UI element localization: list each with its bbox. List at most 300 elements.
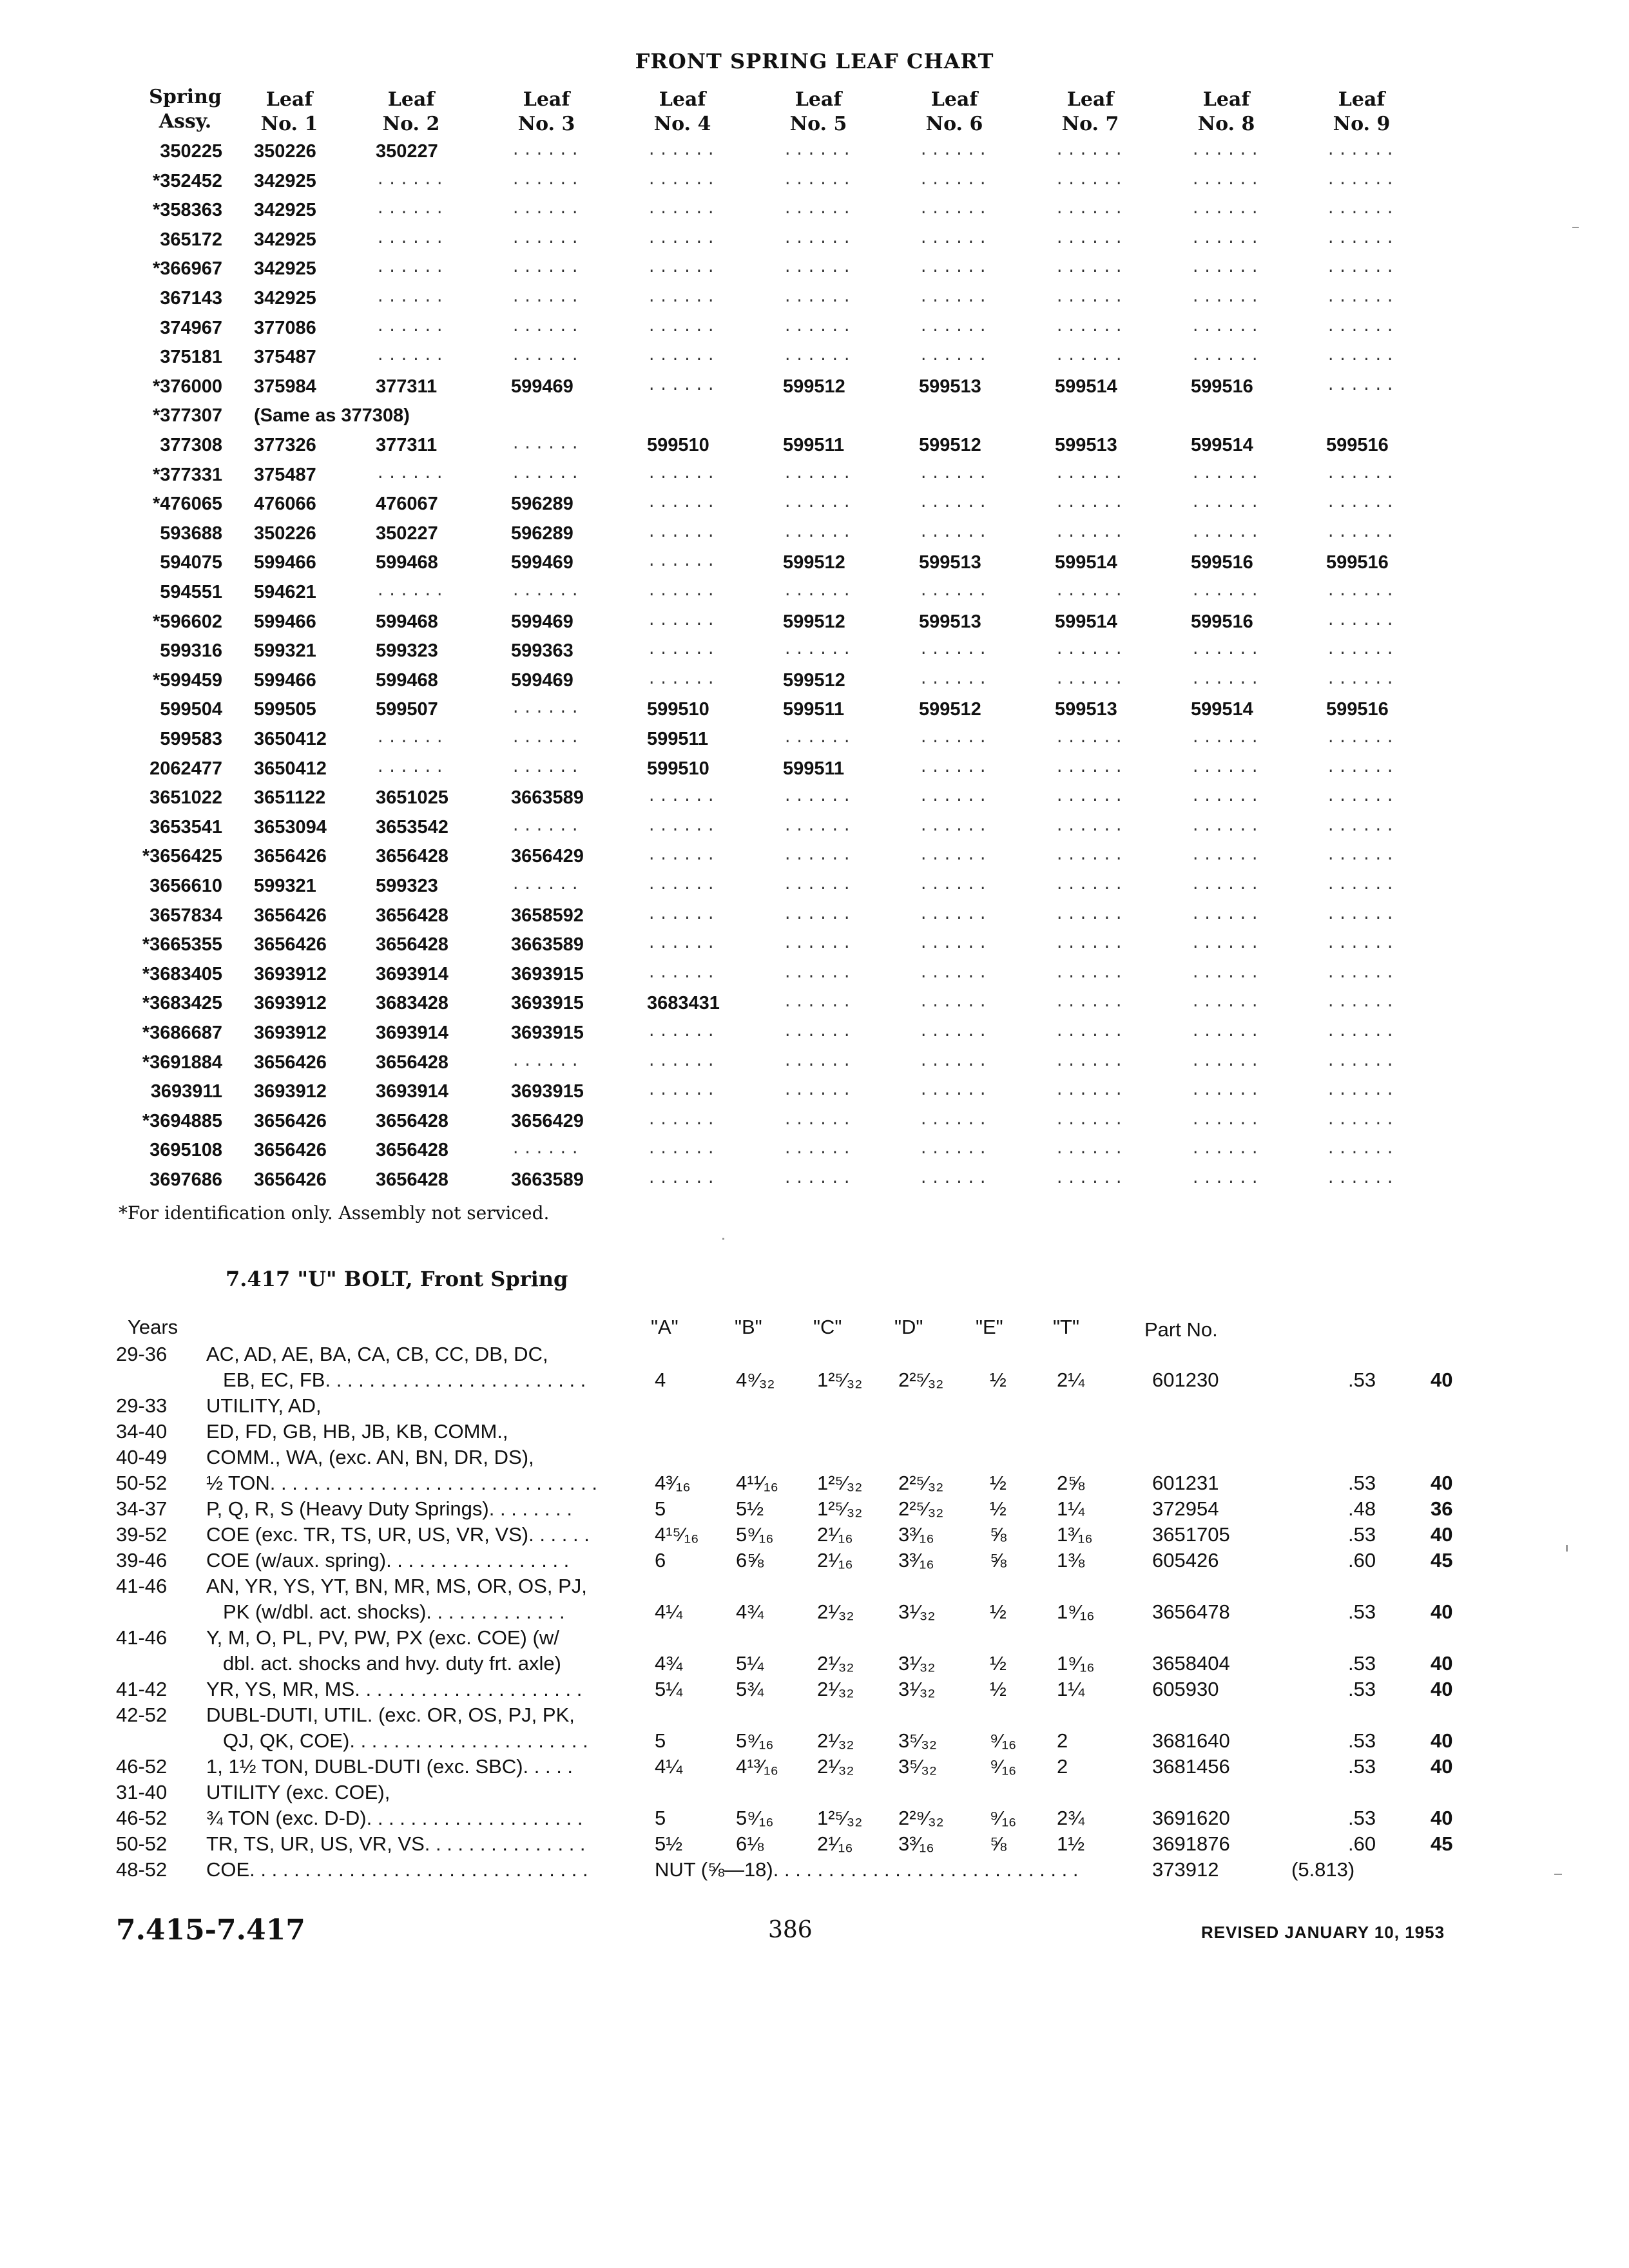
leader-dots: ......: [783, 583, 854, 601]
ubolt-header-e: "E": [976, 1316, 1003, 1338]
ubolt-d: 2²⁹⁄₃₂: [898, 1807, 944, 1829]
leader-dots: ......: [783, 642, 854, 660]
leaf-part-number: 3656426: [254, 905, 327, 926]
table-row: [0, 754, 1629, 783]
spring-assy-number: 599583: [160, 729, 222, 749]
leaf-part-number: 599516: [1191, 611, 1253, 632]
revision-date: REVISED JANUARY 10, 1953: [1201, 1923, 1445, 1942]
leader-dots: ......: [376, 289, 447, 307]
leader-dots: ......: [783, 289, 854, 307]
leader-dots: ......: [919, 1141, 990, 1159]
ubolt-a: 6: [655, 1549, 666, 1571]
leader-dots: ......: [919, 142, 990, 160]
table-row: [0, 636, 1629, 666]
leader-dots: ......: [647, 789, 718, 807]
header-line: Leaf: [1066, 88, 1114, 111]
leader-dots: ......: [511, 818, 583, 836]
ubolt-section-title: 7.417 "U" BOLT, Front Spring: [226, 1267, 568, 1291]
leader-dots: ......: [511, 260, 583, 278]
header-line: Spring: [149, 86, 222, 108]
leaf-part-number: 599466: [254, 552, 316, 573]
ubolt-years: 40-49: [116, 1446, 168, 1468]
ubolt-desc: COMM., WA, (exc. AN, BN, DR, DS),: [206, 1446, 534, 1468]
spring-assy-number: 599316: [160, 640, 222, 662]
leaf-part-number: 377326: [254, 435, 316, 456]
table-row: [0, 519, 1629, 548]
leader-dots: ......: [919, 260, 990, 278]
table-row: [0, 841, 1629, 871]
leader-dots: ......: [1191, 1171, 1262, 1188]
leader-dots: ......: [1326, 936, 1398, 954]
ubolt-years: 41-42: [116, 1678, 168, 1700]
leader-dots: ......: [783, 142, 854, 160]
spring-assy-number: *3656425: [142, 846, 222, 867]
ubolt-t: 2: [1057, 1729, 1068, 1752]
leader-dots: ......: [919, 495, 990, 513]
ubolt-c: 2¹⁄₃₂: [817, 1729, 854, 1752]
table-row: [0, 372, 1629, 401]
ubolt-d: 2²⁵⁄₃₂: [898, 1472, 944, 1494]
leader-dots: ......: [1191, 730, 1262, 747]
ubolt-a: 5: [655, 1807, 666, 1829]
ubolt-qty: 40: [1431, 1472, 1453, 1494]
leader-dots: ......: [1326, 818, 1398, 836]
table-row: [0, 430, 1629, 460]
leaf-part-number: 3693914: [376, 1023, 448, 1043]
leader-dots: ......: [1191, 1141, 1262, 1159]
leader-dots: ......: [1326, 348, 1398, 366]
spring-assy-number: *3683425: [142, 993, 222, 1014]
leader-dots: ......: [376, 348, 447, 366]
column-header-4: [641, 88, 724, 137]
ubolt-d: 2²⁵⁄₃₂: [898, 1369, 944, 1391]
leader-dots: ......: [511, 348, 583, 366]
ubolt-wt: .53: [1348, 1652, 1376, 1675]
leaf-part-number: 599514: [1055, 376, 1117, 397]
table-row: [0, 1048, 1629, 1077]
ubolt-a: 4³⁄₁₆: [655, 1472, 691, 1494]
table-row: [0, 871, 1629, 901]
leaf-part-number: 3693915: [511, 993, 584, 1014]
leader-dots: ......: [511, 583, 583, 601]
leader-dots: ......: [1326, 142, 1398, 160]
spring-assy-number: *3665355: [142, 934, 222, 956]
leaf-part-number: 599512: [783, 611, 845, 632]
scan-speck: [1554, 1874, 1562, 1875]
leader-dots: ......: [1191, 1111, 1262, 1129]
ubolt-years: 50-52: [116, 1832, 168, 1855]
table-row: [0, 812, 1629, 842]
ubolt-a: 4¼: [655, 1755, 683, 1778]
leaf-part-number: 599516: [1326, 552, 1389, 573]
ubolt-e: ½: [990, 1472, 1007, 1494]
leader-dots: ......: [1055, 1171, 1126, 1188]
leader-dots: ......: [647, 289, 718, 307]
spring-assy-number: 375181: [160, 347, 222, 368]
ubolt-c: 2¹⁄₃₂: [817, 1755, 854, 1778]
leader-dots: ......: [1055, 583, 1126, 601]
table-row: [0, 284, 1629, 313]
leaf-part-number: 599468: [376, 669, 438, 691]
spring-assy-number: *3691884: [142, 1052, 222, 1073]
leaf-part-number: 599511: [783, 435, 845, 456]
page-number: 386: [768, 1917, 813, 1943]
ubolt-qty: 45: [1431, 1549, 1453, 1571]
ubolt-d: 3⁵⁄₃₂: [898, 1755, 937, 1778]
spring-assy-number: *476065: [152, 494, 222, 515]
leader-dots: ......: [1326, 642, 1398, 660]
leaf-part-number: 3650412: [254, 758, 327, 779]
leaf-part-number: 599466: [254, 611, 316, 632]
leader-dots: ......: [1055, 465, 1126, 483]
column-header-9: [1320, 88, 1403, 137]
leaf-part-number: 3656428: [376, 1169, 448, 1190]
leaf-part-number: 599512: [783, 552, 845, 573]
leader-dots: ......: [1055, 495, 1126, 513]
leaf-part-number: 3693914: [376, 1081, 448, 1102]
ubolt-d: 3³⁄₁₆: [898, 1549, 934, 1571]
ubolt-desc: AN, YR, YS, YT, BN, MR, MS, OR, OS, PJ,: [206, 1575, 587, 1597]
ubolt-b: 5½: [736, 1497, 764, 1520]
ubolt-header-years: Years: [128, 1316, 178, 1338]
ubolt-desc: UTILITY (exc. COE),: [206, 1781, 390, 1803]
leader-dots: ......: [376, 465, 447, 483]
table-row: [0, 724, 1629, 754]
ubolt-years: 39-52: [116, 1523, 168, 1546]
ubolt-wt: .60: [1348, 1832, 1376, 1855]
ubolt-qty: 40: [1431, 1523, 1453, 1546]
leader-dots: ......: [919, 524, 990, 542]
ubolt-t: 1¼: [1057, 1678, 1085, 1700]
leader-dots: ......: [647, 201, 718, 219]
leader-dots: ......: [647, 318, 718, 336]
leader-dots: ......: [376, 318, 447, 336]
leader-dots: ......: [1326, 877, 1398, 894]
leader-dots: ......: [1055, 730, 1126, 747]
ubolt-a: 5½: [655, 1832, 683, 1855]
leader-dots: ......: [1055, 642, 1126, 660]
leader-dots: ......: [1191, 642, 1262, 660]
leader-dots: ......: [783, 906, 854, 924]
leaf-part-number: 599513: [919, 376, 981, 397]
leader-dots: ......: [376, 171, 447, 189]
ubolt-e: ⁹⁄₁₆: [990, 1807, 1017, 1829]
table-row: [0, 1106, 1629, 1136]
ubolt-a: 4¼: [655, 1600, 683, 1623]
leader-dots: ......: [647, 847, 718, 865]
ubolt-b: 6⅝: [736, 1549, 764, 1571]
header-line: No. 2: [382, 113, 440, 135]
leaf-part-number: 599469: [511, 611, 574, 632]
leader-dots: ......: [1191, 465, 1262, 483]
leader-dots: ......: [511, 700, 583, 718]
ubolt-a: 5: [655, 1729, 666, 1752]
ubolt-desc: dbl. act. shocks and hvy. duty frt. axle): [223, 1652, 561, 1675]
ubolt-desc: DUBL-DUTI, UTIL. (exc. OR, OS, PJ, PK,: [206, 1704, 575, 1726]
ubolt-t: 1⁹⁄₁₆: [1057, 1652, 1095, 1675]
header-line: No. 1: [260, 113, 318, 135]
leaf-part-number: 3656428: [376, 1052, 448, 1073]
leader-dots: ......: [783, 994, 854, 1012]
leader-dots: ......: [1326, 465, 1398, 483]
ubolt-header-a: "A": [651, 1316, 679, 1338]
leader-dots: ......: [376, 201, 447, 219]
leader-dots: ......: [919, 1082, 990, 1100]
ubolt-c: 2¹⁄₁₆: [817, 1523, 853, 1546]
leader-dots: ......: [783, 230, 854, 248]
leader-dots: ......: [511, 142, 583, 160]
ubolt-b: 5⁹⁄₁₆: [736, 1729, 774, 1752]
leader-dots: ......: [1191, 348, 1262, 366]
spring-assy-number: 377308: [160, 435, 222, 456]
leader-dots: ......: [376, 730, 447, 747]
leader-dots: ......: [511, 230, 583, 248]
ubolt-t: 1³⁄₁₆: [1057, 1523, 1093, 1546]
column-header-0: [135, 85, 235, 134]
leader-dots: ......: [647, 612, 718, 630]
leader-dots: ......: [1055, 936, 1126, 954]
ubolt-b: 6⅛: [736, 1832, 764, 1855]
leaf-part-number: 476066: [254, 494, 316, 515]
leader-dots: ......: [783, 260, 854, 278]
spring-assy-number: *377307: [152, 405, 222, 427]
ubolt-part: 3656478: [1152, 1600, 1230, 1623]
leader-dots: ......: [1191, 906, 1262, 924]
leader-dots: ......: [919, 1171, 990, 1188]
leaf-part-number: 599511: [783, 699, 845, 720]
header-line: Leaf: [1338, 88, 1385, 111]
leader-dots: ......: [1055, 877, 1126, 894]
leader-dots: ......: [511, 877, 583, 894]
leader-dots: ......: [511, 289, 583, 307]
ubolt-wt: .53: [1348, 1523, 1376, 1546]
leaf-part-number: 3693912: [254, 1081, 327, 1102]
ubolt-t: 1⅜: [1057, 1549, 1085, 1571]
leaf-part-number: 599321: [254, 640, 316, 662]
leaf-part-number: 599511: [647, 729, 709, 749]
ubolt-years: 29-33: [116, 1394, 168, 1417]
leaf-part-number: 3656429: [511, 846, 584, 867]
leader-dots: ......: [783, 877, 854, 894]
ubolt-desc: COE (exc. TR, TS, UR, US, VR, VS). . . . . .: [206, 1523, 590, 1546]
leader-dots: ......: [511, 759, 583, 777]
leader-dots: ......: [783, 318, 854, 336]
column-header-7: [1048, 88, 1132, 137]
leaf-part-number: 3693914: [376, 963, 448, 985]
section-number: 7.415-7.417: [116, 1914, 305, 1946]
ubolt-desc: ½ TON. . . . . . . . . . . . . . . . . . . . . . . . . . . . . .: [206, 1472, 597, 1494]
leader-dots: ......: [1326, 1024, 1398, 1041]
leader-dots: ......: [1191, 671, 1262, 689]
leaf-part-number: 3693915: [511, 1081, 584, 1102]
leader-dots: ......: [1055, 994, 1126, 1012]
leader-dots: ......: [1326, 260, 1398, 278]
ubolt-t: 1½: [1057, 1832, 1085, 1855]
ubolt-years: 41-46: [116, 1626, 168, 1649]
ubolt-wt: (5.813): [1291, 1858, 1355, 1881]
spring-assy-number: 3657834: [149, 905, 222, 926]
leader-dots: ......: [511, 1053, 583, 1071]
leader-dots: ......: [1191, 142, 1262, 160]
leaf-part-number: 599469: [511, 552, 574, 573]
spring-assy-number: 3653541: [149, 816, 222, 838]
leaf-part-number: 350227: [376, 523, 438, 544]
leader-dots: ......: [1055, 289, 1126, 307]
leaf-part-number: 3656428: [376, 1140, 448, 1161]
ubolt-qty: 40: [1431, 1755, 1453, 1778]
table-row: [0, 930, 1629, 959]
leader-dots: ......: [919, 348, 990, 366]
leader-dots: ......: [1191, 1053, 1262, 1071]
leader-dots: ......: [1326, 847, 1398, 865]
ubolt-c: 2¹⁄₁₆: [817, 1549, 853, 1571]
header-line: Leaf: [1202, 88, 1250, 111]
ubolt-b: 4¾: [736, 1600, 764, 1623]
ubolt-d: 2²⁵⁄₃₂: [898, 1497, 944, 1520]
leader-dots: ......: [1191, 230, 1262, 248]
ubolt-desc: YR, YS, MR, MS. . . . . . . . . . . . . . . . . . . . .: [206, 1678, 583, 1700]
ubolt-e: ⅝: [990, 1549, 1007, 1571]
leaf-part-number: 596289: [511, 523, 574, 544]
leader-dots: ......: [919, 465, 990, 483]
leader-dots: ......: [1191, 789, 1262, 807]
leaf-part-number: 599323: [376, 640, 438, 662]
ubolt-a: 5: [655, 1497, 666, 1520]
ubolt-part: 3681640: [1152, 1729, 1230, 1752]
leader-dots: ......: [647, 495, 718, 513]
leaf-part-number: 375487: [254, 347, 316, 368]
leaf-part-number: 599323: [376, 876, 438, 896]
table-row: [0, 1135, 1629, 1165]
column-header-2: [369, 88, 453, 137]
leader-dots: ......: [647, 936, 718, 954]
table-row: [0, 988, 1629, 1018]
ubolt-b: 4¹¹⁄₁₆: [736, 1472, 779, 1494]
leader-dots: ......: [1055, 759, 1126, 777]
table-row: [0, 666, 1629, 695]
leader-dots: ......: [919, 1024, 990, 1041]
leaf-part-number: 3683428: [376, 993, 448, 1014]
ubolt-e: ½: [990, 1497, 1007, 1520]
leader-dots: ......: [1055, 318, 1126, 336]
leader-dots: ......: [919, 318, 990, 336]
leader-dots: ......: [919, 965, 990, 983]
spring-assy-number: *3686687: [142, 1023, 222, 1043]
leader-dots: ......: [919, 201, 990, 219]
ubolt-t: 1¼: [1057, 1497, 1085, 1520]
leader-dots: ......: [1191, 818, 1262, 836]
ubolt-desc: COE (w/aux. spring). . . . . . . . . . . . . . . . .: [206, 1549, 570, 1571]
leader-dots: ......: [919, 230, 990, 248]
leader-dots: ......: [783, 818, 854, 836]
leaf-part-number: 476067: [376, 494, 438, 515]
leader-dots: ......: [919, 759, 990, 777]
ubolt-e: ½: [990, 1369, 1007, 1391]
leader-dots: ......: [783, 465, 854, 483]
leader-dots: ......: [919, 583, 990, 601]
ubolt-e: ½: [990, 1678, 1007, 1700]
table-row: [0, 166, 1629, 196]
ubolt-years: 34-40: [116, 1420, 168, 1443]
ubolt-b: 5¼: [736, 1652, 764, 1675]
leader-dots: ......: [919, 994, 990, 1012]
leaf-part-number: 594621: [254, 582, 316, 602]
ubolt-b: 4⁹⁄₃₂: [736, 1369, 775, 1391]
ubolt-years: 48-52: [116, 1858, 168, 1881]
leader-dots: ......: [1326, 1141, 1398, 1159]
ubolt-years: 31-40: [116, 1781, 168, 1803]
leaf-part-number: 3683431: [647, 993, 720, 1014]
leader-dots: ......: [783, 1171, 854, 1188]
ubolt-t: 2¼: [1057, 1369, 1085, 1391]
ubolt-b: 5¾: [736, 1678, 764, 1700]
leaf-part-number: 375984: [254, 376, 316, 397]
ubolt-wt: .53: [1348, 1600, 1376, 1623]
leader-dots: ......: [1055, 348, 1126, 366]
leaf-part-number: 3656428: [376, 1110, 448, 1131]
leader-dots: ......: [1326, 583, 1398, 601]
table-row: [0, 313, 1629, 343]
ubolt-e: ⅝: [990, 1832, 1007, 1855]
leader-dots: ......: [1055, 1082, 1126, 1100]
ubolt-part: 3681456: [1152, 1755, 1230, 1778]
leader-dots: ......: [1055, 1111, 1126, 1129]
ubolt-a: 4: [655, 1369, 666, 1391]
leader-dots: ......: [647, 1171, 718, 1188]
leader-dots: ......: [1326, 789, 1398, 807]
leaf-part-number: 3656426: [254, 846, 327, 867]
leaf-part-number: 377311: [376, 376, 438, 397]
ubolt-desc: QJ, QK, COE). . . . . . . . . . . . . . . . . . . . . .: [223, 1729, 588, 1752]
leader-dots: ......: [1326, 377, 1398, 395]
ubolt-e: ⁹⁄₁₆: [990, 1729, 1017, 1752]
leaf-part-number: 599514: [1191, 435, 1253, 456]
leader-dots: ......: [919, 289, 990, 307]
leader-dots: ......: [783, 936, 854, 954]
leader-dots: ......: [919, 642, 990, 660]
table-row: [0, 342, 1629, 372]
ubolt-header-part: Part No.: [1144, 1318, 1218, 1341]
table-row: [0, 225, 1629, 255]
leader-dots: ......: [783, 1053, 854, 1071]
header-line: Leaf: [265, 88, 313, 111]
leader-dots: ......: [1326, 495, 1398, 513]
spring-assy-number: 365172: [160, 229, 222, 250]
leader-dots: ......: [647, 818, 718, 836]
leader-dots: ......: [1191, 524, 1262, 542]
spring-assy-number: *377331: [152, 464, 222, 485]
header-line: No. 5: [789, 113, 847, 135]
spring-assy-number: 374967: [160, 317, 222, 338]
leader-dots: ......: [1191, 965, 1262, 983]
ubolt-c: 2¹⁄₃₂: [817, 1600, 854, 1623]
leader-dots: ......: [511, 436, 583, 454]
header-line: Leaf: [795, 88, 842, 111]
leaf-part-number: 599513: [1055, 699, 1117, 720]
leader-dots: ......: [1191, 318, 1262, 336]
leader-dots: ......: [511, 730, 583, 747]
leader-dots: ......: [1191, 847, 1262, 865]
spring-assy-number: 3656610: [149, 876, 222, 896]
leader-dots: ......: [919, 818, 990, 836]
leader-dots: ......: [647, 1053, 718, 1071]
ubolt-desc: COE. . . . . . . . . . . . . . . . . . . . . . . . . . . . . . .: [206, 1858, 588, 1881]
ubolt-desc: EB, EC, FB. . . . . . . . . . . . . . . . . . . . . . . .: [223, 1369, 586, 1391]
leaf-part-number: 3693912: [254, 963, 327, 985]
ubolt-desc: Y, M, O, PL, PV, PW, PX (exc. COE) (w/: [206, 1626, 559, 1649]
leader-dots: ......: [1055, 906, 1126, 924]
table-row: [0, 783, 1629, 812]
